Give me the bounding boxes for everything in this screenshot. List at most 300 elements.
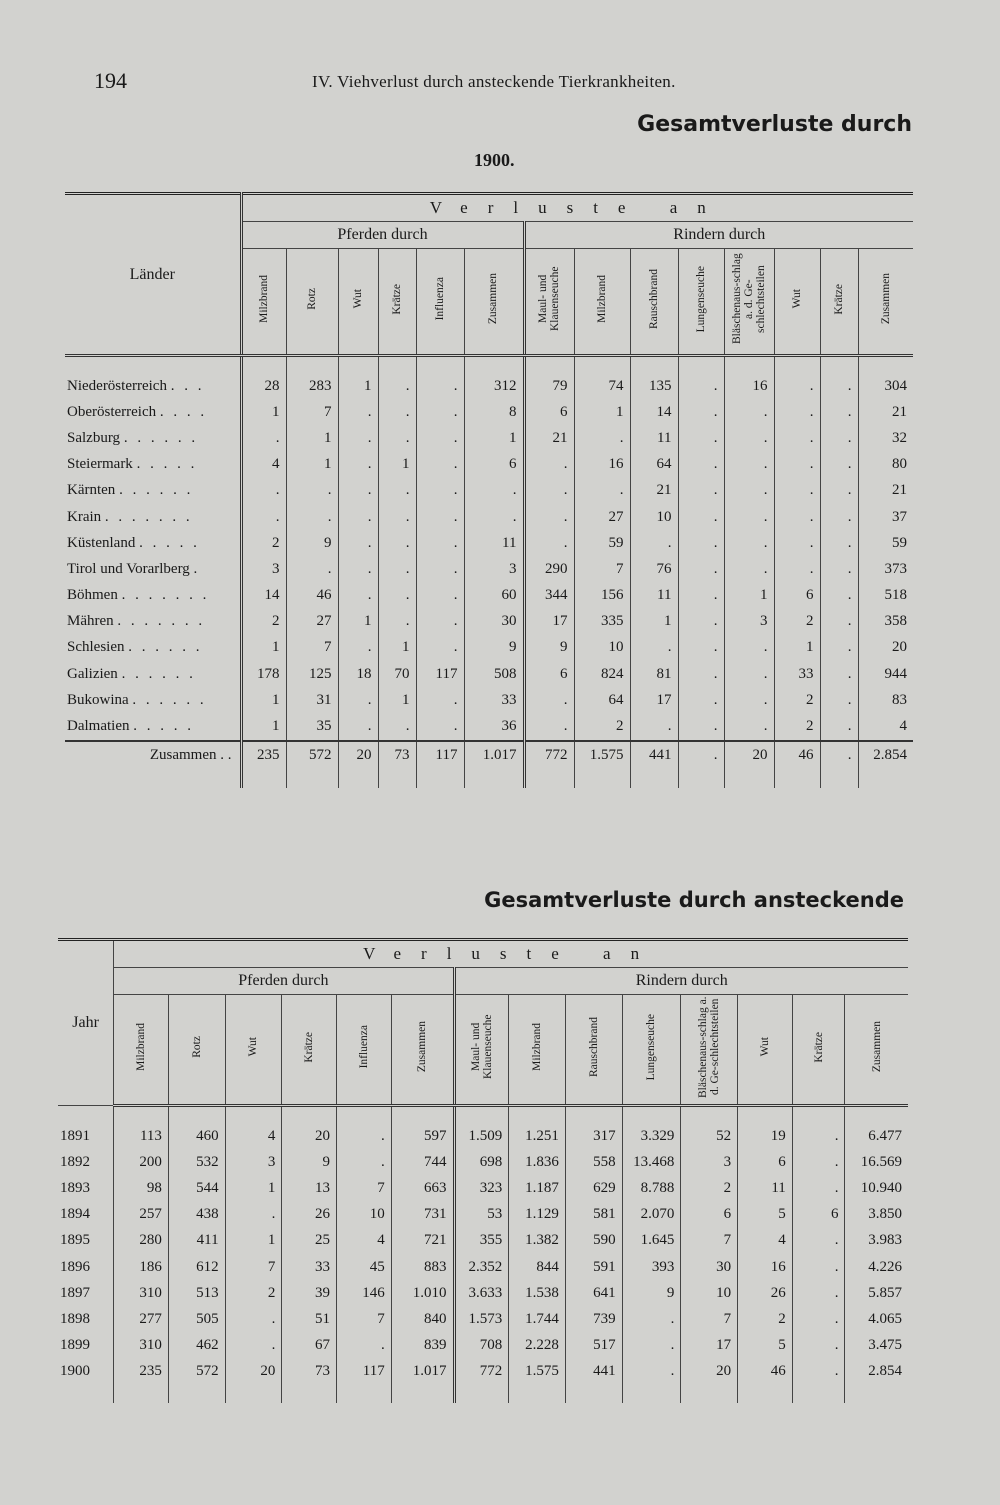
- value-cell: 883: [391, 1254, 454, 1280]
- total-value-cell: 20: [338, 741, 378, 770]
- value-cell: .: [338, 583, 378, 609]
- value-cell: .: [225, 1202, 282, 1228]
- value-cell: 4: [738, 1228, 793, 1254]
- value-cell: 35: [286, 713, 338, 740]
- land-name-cell: [65, 583, 241, 609]
- horses-header: Pferden durch: [114, 968, 454, 995]
- table-row: [65, 583, 913, 609]
- value-cell: .: [820, 661, 858, 687]
- value-cell: 581: [565, 1202, 622, 1228]
- value-cell: 13.468: [622, 1149, 681, 1175]
- value-cell: .: [378, 556, 416, 582]
- group-header-verluste: Verluste an: [241, 194, 913, 222]
- col-header-label: Bläschenaus-schlag a. d. Ge-schlechtsteilen: [730, 253, 768, 345]
- value-cell: 310: [114, 1280, 169, 1306]
- value-cell: 4: [225, 1123, 282, 1149]
- value-cell: 83: [858, 687, 913, 713]
- value-cell: 2.070: [622, 1202, 681, 1228]
- value-cell: 30: [681, 1254, 738, 1280]
- col-header-label: Bläschenaus-schlag a. d. Ge-schlechtsteilen: [697, 996, 722, 1098]
- land-name-cell: [65, 661, 241, 687]
- value-cell: .: [792, 1333, 845, 1359]
- land-name: Salzburg: [67, 429, 121, 446]
- corner-header: Länder: [65, 194, 241, 356]
- col-header-horse-influenza: [337, 995, 392, 1106]
- col-header-label: Zusammen: [416, 1021, 429, 1073]
- value-cell: .: [464, 478, 524, 504]
- value-cell: .: [416, 399, 464, 425]
- value-cell: 33: [282, 1254, 337, 1280]
- year-cell: 1898: [60, 1310, 90, 1327]
- value-cell: .: [225, 1333, 282, 1359]
- value-cell: .: [524, 687, 574, 713]
- value-cell: .: [792, 1280, 845, 1306]
- col-header-label: Rauschbrand: [647, 268, 660, 330]
- land-name: Bukowina: [67, 691, 129, 708]
- value-cell: .: [416, 530, 464, 556]
- value-cell: 7: [225, 1254, 282, 1280]
- value-cell: .: [792, 1359, 845, 1385]
- value-cell: 1.251: [509, 1123, 566, 1149]
- value-cell: .: [378, 583, 416, 609]
- col-header-cattle-kraetze: [820, 249, 858, 356]
- value-cell: 2.352: [454, 1254, 509, 1280]
- year-cell: 1893: [60, 1179, 90, 1196]
- value-cell: 17: [630, 687, 678, 713]
- value-cell: 283: [286, 373, 338, 399]
- value-cell: 1: [574, 399, 630, 425]
- col-header-horse-zusammen: [391, 995, 454, 1106]
- value-cell: .: [678, 504, 724, 530]
- value-cell: 335: [574, 609, 630, 635]
- value-cell: .: [630, 530, 678, 556]
- value-cell: 1.836: [509, 1149, 566, 1175]
- value-cell: 59: [858, 530, 913, 556]
- table-row: [65, 373, 913, 399]
- value-cell: 290: [524, 556, 574, 582]
- leader-dots: . . . . . .: [119, 482, 194, 499]
- value-cell: 373: [858, 556, 913, 582]
- table-row: [58, 1333, 908, 1359]
- value-cell: .: [524, 504, 574, 530]
- value-cell: 67: [282, 1333, 337, 1359]
- land-name-cell: [65, 373, 241, 399]
- value-cell: .: [678, 713, 724, 740]
- leader-dots: . . .: [170, 377, 205, 394]
- value-cell: 441: [565, 1359, 622, 1385]
- col-header-cattle-rauschbrand: [630, 249, 678, 356]
- value-cell: 6: [681, 1202, 738, 1228]
- value-cell: .: [792, 1123, 845, 1149]
- value-cell: .: [338, 530, 378, 556]
- value-cell: 6.477: [845, 1123, 908, 1149]
- value-cell: 280: [114, 1228, 169, 1254]
- value-cell: 518: [858, 583, 913, 609]
- page-number: 194: [94, 68, 127, 93]
- table-row: [58, 1123, 908, 1149]
- leader-dots: .: [193, 560, 201, 577]
- value-cell: .: [678, 583, 724, 609]
- table-row: [58, 1202, 908, 1228]
- value-cell: .: [416, 687, 464, 713]
- value-cell: 59: [574, 530, 630, 556]
- year-cell: 1896: [60, 1258, 90, 1275]
- value-cell: 358: [858, 609, 913, 635]
- table-row: [65, 556, 913, 582]
- value-cell: 39: [282, 1280, 337, 1306]
- value-cell: .: [241, 478, 286, 504]
- leader-dots: . . . . . .: [132, 691, 207, 708]
- value-cell: 1.509: [454, 1123, 509, 1149]
- value-cell: 125: [286, 661, 338, 687]
- value-cell: .: [678, 661, 724, 687]
- table-row: [58, 1175, 908, 1201]
- value-cell: 460: [168, 1123, 225, 1149]
- col-header-label: Krätze: [390, 283, 403, 315]
- col-header-label: Wut: [758, 1037, 771, 1057]
- value-cell: .: [286, 478, 338, 504]
- value-cell: .: [678, 478, 724, 504]
- value-cell: 21: [630, 478, 678, 504]
- value-cell: 3.329: [622, 1123, 681, 1149]
- value-cell: 590: [565, 1228, 622, 1254]
- value-cell: 544: [168, 1175, 225, 1201]
- col-header-horse-wut: [225, 995, 282, 1106]
- col-header-cattle-milzbrand: [509, 995, 566, 1106]
- value-cell: .: [678, 687, 724, 713]
- value-cell: 156: [574, 583, 630, 609]
- value-cell: .: [338, 452, 378, 478]
- value-cell: .: [286, 556, 338, 582]
- value-cell: 7: [681, 1228, 738, 1254]
- value-cell: 698: [454, 1149, 509, 1175]
- value-cell: 9: [282, 1149, 337, 1175]
- value-cell: 5: [738, 1333, 793, 1359]
- value-cell: 532: [168, 1149, 225, 1175]
- land-name-cell: [65, 478, 241, 504]
- value-cell: 310: [114, 1333, 169, 1359]
- value-cell: 11: [630, 583, 678, 609]
- leader-dots: . . . . .: [133, 718, 194, 735]
- value-cell: 17: [681, 1333, 738, 1359]
- value-cell: .: [338, 713, 378, 740]
- value-cell: .: [378, 530, 416, 556]
- value-cell: .: [338, 478, 378, 504]
- value-cell: .: [792, 1306, 845, 1332]
- value-cell: 1: [225, 1228, 282, 1254]
- value-cell: 70: [378, 661, 416, 687]
- value-cell: 257: [114, 1202, 169, 1228]
- value-cell: 51: [282, 1306, 337, 1332]
- value-cell: 393: [622, 1254, 681, 1280]
- value-cell: 572: [168, 1359, 225, 1385]
- table-row: [65, 687, 913, 713]
- col-header-cattle-rauschbrand: [565, 995, 622, 1106]
- value-cell: 1: [241, 713, 286, 740]
- table-row: [65, 530, 913, 556]
- year-cell: 1899: [60, 1337, 90, 1354]
- table-row: [65, 399, 913, 425]
- value-cell: .: [337, 1149, 392, 1175]
- value-cell: 641: [565, 1280, 622, 1306]
- col-header-label: Zusammen: [487, 273, 500, 325]
- value-cell: 1.744: [509, 1306, 566, 1332]
- value-cell: 7: [286, 635, 338, 661]
- value-cell: 344: [524, 583, 574, 609]
- value-cell: 1.573: [454, 1306, 509, 1332]
- value-cell: 721: [391, 1228, 454, 1254]
- col-header-label: Rotz: [190, 1036, 203, 1058]
- value-cell: 25: [282, 1228, 337, 1254]
- total-value-cell: 2.854: [858, 741, 913, 770]
- leader-dots: . . . . . . .: [121, 587, 210, 604]
- value-cell: 7: [574, 556, 630, 582]
- land-name: Küstenland: [67, 534, 136, 551]
- value-cell: .: [724, 504, 774, 530]
- value-cell: 7: [337, 1175, 392, 1201]
- value-cell: 9: [524, 635, 574, 661]
- land-name-cell: [65, 530, 241, 556]
- value-cell: .: [774, 452, 820, 478]
- table-row: [65, 635, 913, 661]
- value-cell: 11: [464, 530, 524, 556]
- value-cell: 146: [337, 1280, 392, 1306]
- land-name-cell: [65, 504, 241, 530]
- value-cell: .: [820, 687, 858, 713]
- total-label: Zusammen . .: [65, 741, 241, 770]
- value-cell: 26: [282, 1202, 337, 1228]
- value-cell: 3: [464, 556, 524, 582]
- value-cell: .: [524, 530, 574, 556]
- col-header-horse-milzbrand: [241, 249, 286, 356]
- col-header-cattle-blaeschenaus-schlag-a-d-ge-sch: [681, 995, 738, 1106]
- value-cell: 80: [858, 452, 913, 478]
- year-cell: 1891: [60, 1127, 90, 1144]
- value-cell: 117: [337, 1359, 392, 1385]
- value-cell: 1.187: [509, 1175, 566, 1201]
- cattle-header: Rindern durch: [524, 222, 913, 249]
- value-cell: 739: [565, 1306, 622, 1332]
- section-2-heading: Gesamtverluste durch ansteckende: [484, 888, 904, 912]
- value-cell: 1: [464, 425, 524, 451]
- value-cell: 1: [378, 452, 416, 478]
- value-cell: 28: [241, 373, 286, 399]
- value-cell: 10: [574, 635, 630, 661]
- value-cell: .: [774, 373, 820, 399]
- value-cell: 3: [225, 1149, 282, 1175]
- value-cell: .: [286, 504, 338, 530]
- col-header-cattle-wut: [738, 995, 793, 1106]
- leader-dots: . . . . . .: [128, 639, 203, 656]
- value-cell: .: [724, 556, 774, 582]
- value-cell: 4.226: [845, 1254, 908, 1280]
- value-cell: 16: [574, 452, 630, 478]
- land-name-cell: [65, 556, 241, 582]
- value-cell: 304: [858, 373, 913, 399]
- table-row: [58, 1359, 908, 1385]
- total-value-cell: .: [678, 741, 724, 770]
- value-cell: .: [820, 583, 858, 609]
- value-cell: .: [820, 609, 858, 635]
- value-cell: 517: [565, 1333, 622, 1359]
- value-cell: 52: [681, 1123, 738, 1149]
- value-cell: 3: [724, 609, 774, 635]
- value-cell: 2: [774, 687, 820, 713]
- value-cell: .: [792, 1228, 845, 1254]
- col-header-label: Krätze: [812, 1031, 825, 1063]
- value-cell: .: [241, 425, 286, 451]
- value-cell: 731: [391, 1202, 454, 1228]
- value-cell: 26: [738, 1280, 793, 1306]
- value-cell: 3: [241, 556, 286, 582]
- value-cell: 438: [168, 1202, 225, 1228]
- value-cell: 2: [681, 1175, 738, 1201]
- col-header-cattle-blaeschenaus-schlag-a-d-ge-sch: [724, 249, 774, 356]
- value-cell: .: [524, 478, 574, 504]
- col-header-label: Influenza: [433, 277, 446, 321]
- value-cell: 462: [168, 1333, 225, 1359]
- col-header-cattle-zusammen: [845, 995, 908, 1106]
- land-name: Dalmatien: [67, 718, 130, 735]
- value-cell: 33: [774, 661, 820, 687]
- value-cell: .: [678, 556, 724, 582]
- col-header-label: Milzbrand: [595, 275, 608, 323]
- value-cell: 4: [337, 1228, 392, 1254]
- value-cell: 98: [114, 1175, 169, 1201]
- value-cell: 1.645: [622, 1228, 681, 1254]
- value-cell: 45: [337, 1254, 392, 1280]
- value-cell: .: [792, 1175, 845, 1201]
- value-cell: 2: [774, 713, 820, 740]
- year-cell: 1897: [60, 1284, 90, 1301]
- value-cell: .: [820, 452, 858, 478]
- value-cell: .: [724, 530, 774, 556]
- table-row: [58, 1228, 908, 1254]
- value-cell: 27: [286, 609, 338, 635]
- value-cell: 21: [858, 399, 913, 425]
- value-cell: 2: [241, 530, 286, 556]
- col-header-label: Milzbrand: [257, 275, 270, 323]
- value-cell: 53: [454, 1202, 509, 1228]
- total-value-cell: 73: [378, 741, 416, 770]
- value-cell: 3.983: [845, 1228, 908, 1254]
- value-cell: 1: [338, 373, 378, 399]
- value-cell: .: [724, 713, 774, 740]
- value-cell: 74: [574, 373, 630, 399]
- value-cell: 2.854: [845, 1359, 908, 1385]
- value-cell: 772: [454, 1359, 509, 1385]
- value-cell: 708: [454, 1333, 509, 1359]
- land-name-cell: [65, 635, 241, 661]
- value-cell: .: [678, 399, 724, 425]
- col-header-label: Milzbrand: [531, 1023, 544, 1071]
- value-cell: .: [774, 399, 820, 425]
- value-cell: 9: [464, 635, 524, 661]
- col-header-label: Krätze: [832, 283, 845, 315]
- value-cell: 20: [225, 1359, 282, 1385]
- table-row: [58, 1306, 908, 1332]
- value-cell: 37: [858, 504, 913, 530]
- col-header-cattle-lungenseuche: [678, 249, 724, 356]
- value-cell: .: [416, 609, 464, 635]
- value-cell: 11: [630, 425, 678, 451]
- value-cell: 591: [565, 1254, 622, 1280]
- col-header-horse-zusammen: [464, 249, 524, 356]
- total-value-cell: 441: [630, 741, 678, 770]
- value-cell: 76: [630, 556, 678, 582]
- table-row: [65, 478, 913, 504]
- value-cell: 508: [464, 661, 524, 687]
- value-cell: 1: [286, 452, 338, 478]
- value-cell: .: [724, 635, 774, 661]
- land-name-cell: [65, 609, 241, 635]
- land-name-cell: [65, 425, 241, 451]
- value-cell: 558: [565, 1149, 622, 1175]
- col-header-horse-rotz: [286, 249, 338, 356]
- value-cell: 16: [724, 373, 774, 399]
- value-cell: 6: [524, 399, 574, 425]
- value-cell: 6: [738, 1149, 793, 1175]
- total-value-cell: 1.575: [574, 741, 630, 770]
- table-row: [58, 1254, 908, 1280]
- value-cell: 21: [524, 425, 574, 451]
- year-cell: 1895: [60, 1232, 90, 1249]
- value-cell: .: [820, 530, 858, 556]
- land-name: Kärnten: [67, 482, 116, 499]
- value-cell: 312: [464, 373, 524, 399]
- col-header-horse-kraetze: [378, 249, 416, 356]
- value-cell: 60: [464, 583, 524, 609]
- value-cell: 8: [464, 399, 524, 425]
- value-cell: 839: [391, 1333, 454, 1359]
- col-header-label: Milzbrand: [135, 1023, 148, 1071]
- value-cell: 2: [241, 609, 286, 635]
- value-cell: 629: [565, 1175, 622, 1201]
- value-cell: 113: [114, 1123, 169, 1149]
- value-cell: 7: [681, 1306, 738, 1332]
- value-cell: .: [524, 713, 574, 740]
- col-header-label: Krätze: [303, 1031, 316, 1063]
- value-cell: 31: [286, 687, 338, 713]
- value-cell: 20: [282, 1123, 337, 1149]
- value-cell: .: [416, 373, 464, 399]
- value-cell: 19: [738, 1123, 793, 1149]
- value-cell: 5.857: [845, 1280, 908, 1306]
- value-cell: 46: [738, 1359, 793, 1385]
- value-cell: 1.129: [509, 1202, 566, 1228]
- value-cell: .: [724, 478, 774, 504]
- value-cell: 1: [378, 687, 416, 713]
- value-cell: 1: [378, 635, 416, 661]
- value-cell: 1: [630, 609, 678, 635]
- value-cell: 117: [416, 661, 464, 687]
- col-header-cattle-milzbrand: [574, 249, 630, 356]
- value-cell: .: [378, 373, 416, 399]
- land-name: Mähren: [67, 613, 114, 630]
- land-name: Niederösterreich: [67, 377, 167, 394]
- leader-dots: . . . . .: [136, 456, 198, 473]
- col-header-label: Wut: [351, 289, 364, 309]
- value-cell: .: [338, 635, 378, 661]
- value-cell: .: [820, 556, 858, 582]
- value-cell: .: [820, 425, 858, 451]
- value-cell: 944: [858, 661, 913, 687]
- land-name-cell: [65, 399, 241, 425]
- value-cell: .: [678, 530, 724, 556]
- value-cell: .: [416, 425, 464, 451]
- value-cell: 36: [464, 713, 524, 740]
- section-1-year: 1900.: [474, 150, 515, 170]
